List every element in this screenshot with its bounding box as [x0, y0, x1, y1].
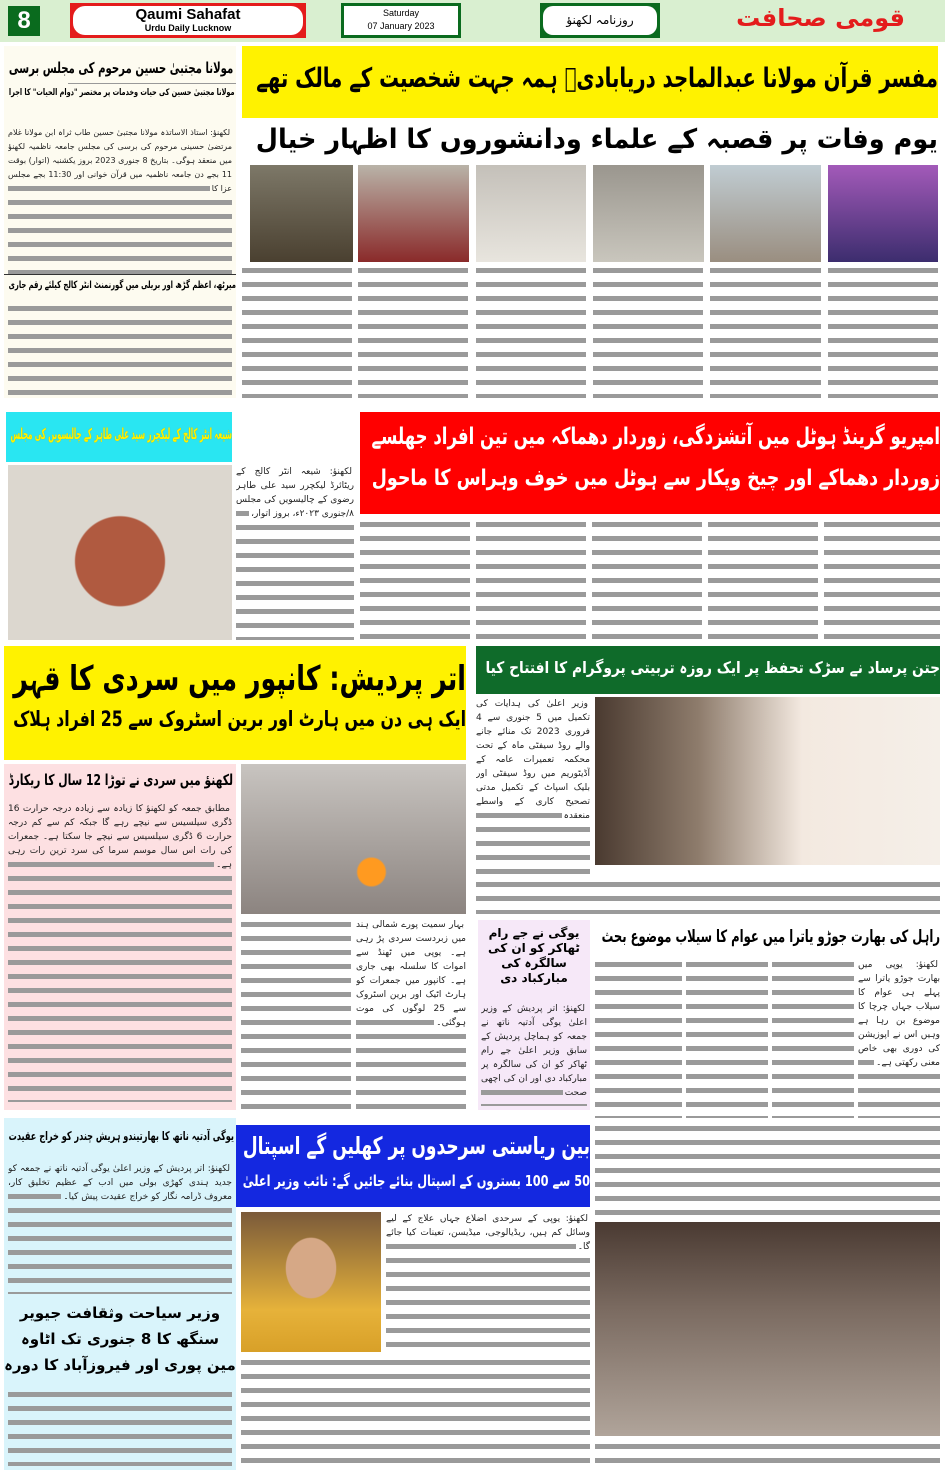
- headline: مولانا مجتبیٰ حسین مرحوم کی مجلس برسی: [8, 59, 234, 77]
- yogi-tribute-headline: یوگی آدتیہ ناتھ کا بھارتیندو ہریش چندر کو خراج عقیدت: [8, 1129, 234, 1143]
- headline: لکھنؤ میں سردی نے توڑا 12 سال کا ریکارڈ: [8, 771, 234, 789]
- body: مطابق جمعہ کو لکھنؤ کا زیادہ سے زیادہ درجہ حرارت 16 ڈگری سیلسیس سے نیچے رہے گا جبکہ کم سے کم درجہ حرارت 6 ڈگری سیلسیس سے نیچے جا سکتا ہے۔ جمعرات کی رات اس سال موسم سرما کی سرد ترین رات رہی ہے۔: [8, 802, 232, 1102]
- hospital-headline: بین ریاستی سرحدوں پر کھلیں گے اسپتال: [242, 1132, 590, 1160]
- headline: یوگی نے جے رام ٹھاکر کو ان کی سالگرہ کی مبارکباد دی: [488, 926, 580, 985]
- hospital-headline-box: [236, 1125, 590, 1207]
- date-box: [341, 3, 461, 38]
- shia-headline: شیعہ انٹر کالج کے لیکچرر سید علی طاہر کے چالیسویں کی مجلس: [10, 425, 233, 443]
- jitin-headline-box: [476, 646, 940, 694]
- kanpur-body: بہار سمیت پورے شمالی ہند میں زبردست سردی پڑ رہی ہے۔ یوپی میں ٹھنڈ سے اموات کا سلسلہ بھی جاری ہے۔ کانپور میں جمعرات کو ہارٹ اٹیک اور برین اسٹروک سے 25 لوگوں کی موت ہوگئی۔: [356, 918, 466, 1110]
- hospital-subhead: 50 سے 100 بستروں کے اسپتال بنائے جائیں گے: نائب وزیر اعلیٰ: [242, 1171, 590, 1190]
- kanpur-body: [241, 918, 351, 1110]
- jitin-body: وزیر اعلیٰ کی ہدایات کی تکمیل میں 5 جنوری سے 4 فروری 2023 تک منائے جانے والے روڈ سیفٹی ماہ کے تحت محکمہ تعمیرات عامہ کے آڈیٹوریم میں روڈ سیفٹی اور بلیک اسپاٹ کے تکمیل مدتی تصحیح کاری کے واسطے منعقدہ: [476, 697, 590, 875]
- majlis-story: [4, 46, 236, 398]
- shia-headline-box: [6, 412, 232, 462]
- portrait-photo: [358, 165, 469, 262]
- title-en: Qaumi Sahafat: [135, 6, 241, 23]
- photo-caption: [595, 1440, 940, 1470]
- roznama-box: [540, 3, 660, 38]
- college-headline: میرٹھ، اعظم گڑھ اور بریلی میں گورنمنٹ انٹر کالج کیلئے رقم جاری: [8, 280, 236, 291]
- body: لکھنؤ: استاذ الاساتذہ مولانا مجتبیٰ حسین طاب ثراہ ابن مولانا غلام مرتضیٰ حسینی مرحوم کی برسی کی مجلس جامعہ ناظمیہ لکھنؤ میں منعقد ہوگی۔ بتاریخ 8 جنوری 2023 بروز یکشنبہ (اتوار) بوقت 11 بجے دن جامعہ ناظمیہ میں قرآن خوانی اور 11:30 بجے مجلس عزا کا: [8, 126, 232, 274]
- yogi-tribute-body: لکھنؤ: اتر پردیش کے وزیر اعلیٰ یوگی آدتیہ ناتھ نے جمعہ کو جدید ہندی کھڑی بولی میں ادب کے عظیم تخلیق کار، معروف ڈرامہ نگار کو خراج عقیدت پیش کیا۔: [8, 1162, 232, 1294]
- lead-subhead: یوم وفات پر قصبہ کے علماء ودانشوروں کا اظہار خیال: [255, 124, 939, 155]
- shia-body: لکھنؤ: شیعہ انٹر کالج کے ریٹائرڈ لیکچرر سید علی طاہر رضوی کے چالیسویں کی مجلس ۸/جنوری ۲۰۲۳ء، بروز اتوار،: [236, 465, 354, 640]
- date: 07 January 2023: [367, 21, 435, 31]
- hospital-body: لکھنؤ: یوپی کے سرحدی اضلاع جہاں علاج کے لیے وسائل کم ہیں، ریڈیالوجی، میڈیسن، تعینات کیا جائے گا۔: [386, 1212, 590, 1352]
- page-number: 8: [8, 6, 40, 36]
- tourism-body: [8, 1388, 232, 1466]
- lead-headline: مفسر قرآن مولانا عبدالماجد دریابادیؒ ہمہ جہت شخصیت کے مالک تھے: [256, 63, 938, 94]
- portrait-photo: [593, 165, 704, 262]
- event-photo: [595, 697, 940, 865]
- masthead: [0, 0, 945, 42]
- bonfire-photo: [241, 764, 466, 914]
- portrait-photo: [8, 465, 232, 640]
- left-bottom-stories: [4, 1118, 236, 1470]
- hotel-headline-box: [360, 412, 940, 514]
- portrait-photo: [250, 165, 353, 262]
- subhead: مولانا مجتبیٰ حسین کی حیات وخدمات پر مختصر "دوام الحیات" کا اجرا: [68, 83, 236, 102]
- cold-headline: اتر پردیش: کانپور میں سردی کا قہر: [13, 659, 467, 699]
- jitin-body-cont: [476, 878, 940, 914]
- roznama: روزنامہ لکھنؤ: [543, 6, 657, 35]
- title-urdu: قومی صحافت: [736, 4, 905, 32]
- lead-headline-box: [242, 46, 938, 118]
- rahul-headline: راہل کی بھارت جوڑو یاترا میں عوام کا سیلاب موضوع بحث: [601, 927, 940, 947]
- minister-photo: [241, 1212, 381, 1352]
- subtitle-en: Urdu Daily Lucknow: [144, 23, 232, 33]
- day: Saturday: [382, 8, 420, 18]
- hotel-headline: امپریو گرینڈ ہوٹل میں آتشزدگی، زوردار دھماکہ میں تین افراد جھلسے: [371, 424, 940, 450]
- cold-subhead: ایک ہی دن میں ہارٹ اور برین اسٹروک سے 25 افراد ہلاک: [13, 707, 467, 732]
- college-body: [8, 302, 232, 396]
- hotel-subhead: زوردار دھماکے اور چیخ وپکار سے ہوٹل میں خوف وہراس کا ماحول: [371, 466, 941, 492]
- tourism-headline: وزیر سیاحت وثقافت جیویر سنگھ کا 8 جنوری تک اٹاوہ مین پوری اور فیروزآباد کا دورہ: [4, 1304, 236, 1374]
- portrait-photo: [476, 165, 586, 262]
- portrait-photo: [710, 165, 821, 262]
- hospital-body-cont: [241, 1356, 590, 1468]
- jitin-headline: جتن پرساد نے سڑک تحفظ پر ایک روزہ تربیتی پروگرام کا افتتاح کیا: [485, 658, 940, 677]
- portrait-photo: [828, 165, 938, 262]
- yogi-ram-story: [478, 920, 590, 1110]
- title-box: [70, 3, 306, 38]
- body: لکھنؤ: اتر پردیش کے وزیر اعلیٰ یوگی آدتیہ ناتھ نے جمعہ کو ہماچل پردیش کے سابق وزیر اعلیٰ جے رام ٹھاکر کو ان کی سالگرہ پر مبارکباد دی اور ان کی اچھی صحت: [481, 1002, 587, 1106]
- cold-headline-box: [4, 646, 466, 760]
- gathering-photo: [595, 1222, 940, 1436]
- lucknow-cold-story: [4, 764, 236, 1110]
